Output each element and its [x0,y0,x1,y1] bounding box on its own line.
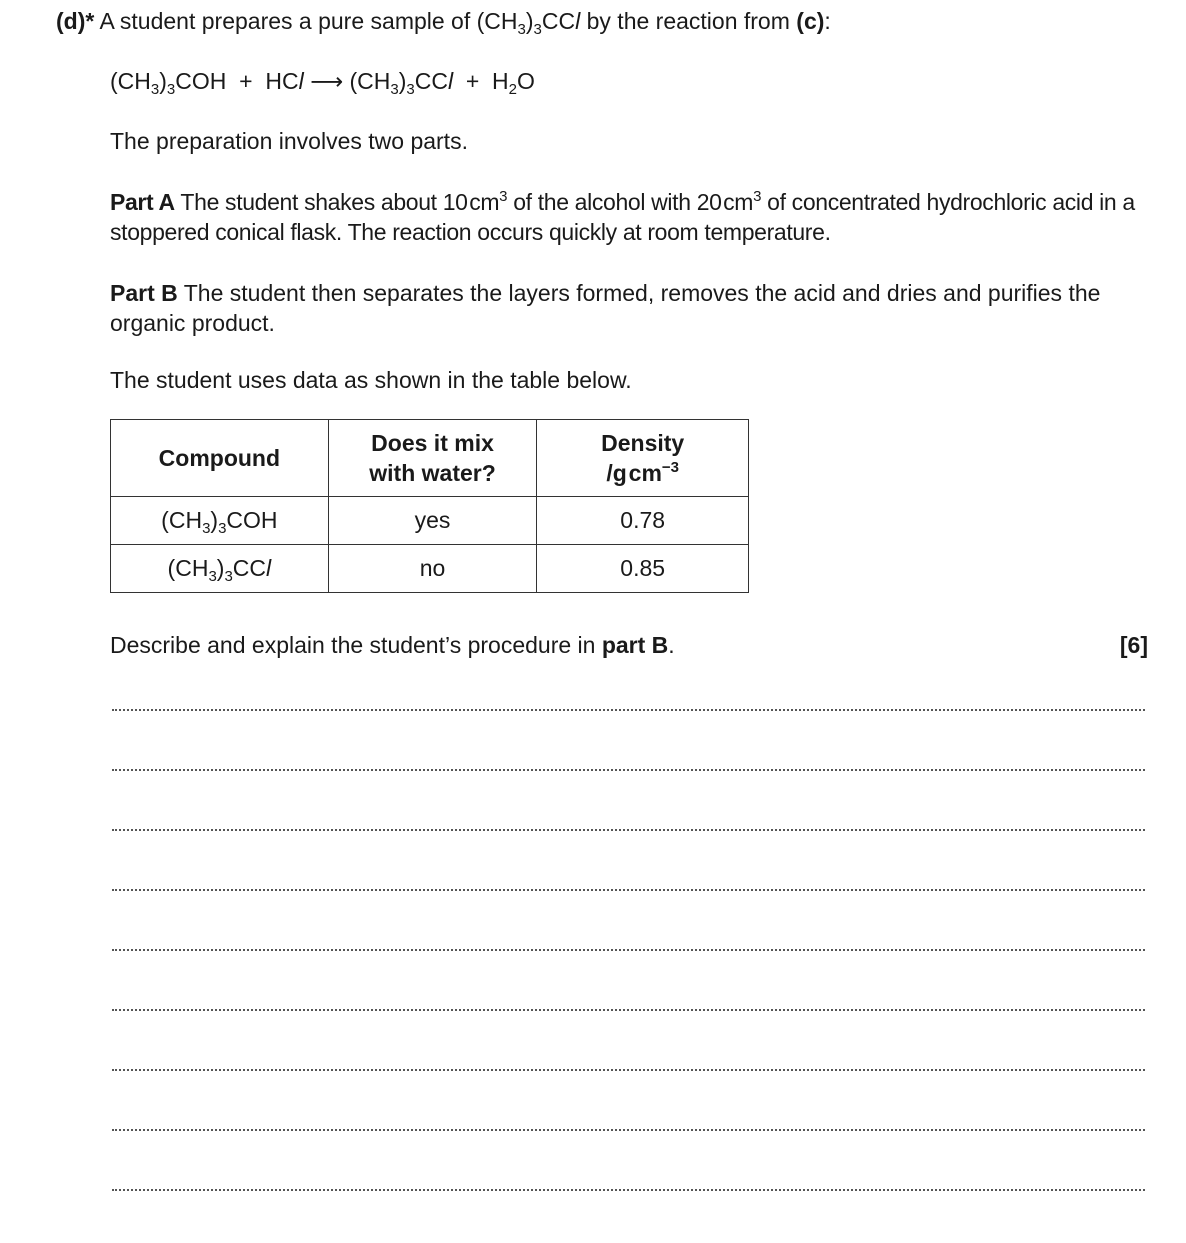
answer-line[interactable] [112,709,1145,711]
header-density: Density /g $cm^{-3}$ [537,420,749,497]
preparation-intro: The preparation involves two parts. [110,128,468,154]
task-prompt: Describe and explain the student’s procedure in part B. [110,632,675,658]
answer-line[interactable] [112,769,1145,771]
mix-cell: yes [328,497,537,545]
header-mix-with-water: Does it mix with water? [328,420,537,497]
question-label: (d)* [56,8,95,34]
density-cell: 0.85 [537,545,749,593]
task-bold: part B [601,632,669,658]
table-row [111,497,749,545]
compound-cell: $(CH_3)_3COH$ [111,497,329,545]
reaction-equation: $(CH_3)_3COH$ + HCl ⟶ $(CH_3)_3CCl + H_2O$ [110,68,535,98]
answer-line[interactable] [112,1129,1145,1131]
compound-cell: $(CH_3)_3CCl$ [111,545,329,593]
answer-line[interactable] [112,1069,1145,1071]
header-compound: Compound [111,420,329,497]
answer-line[interactable] [112,949,1145,951]
answer-line[interactable] [112,889,1145,891]
part-b-label: Part B [110,280,178,306]
part-b-text: The student then separates the layers formed, removes the acid and dries and purifies the organic product. [110,280,1101,336]
mix-cell: no [328,545,537,593]
marks-badge: [6] [1119,632,1148,658]
table-row [111,545,749,593]
data-table [110,419,749,593]
answer-line[interactable] [112,829,1145,831]
question-stem: (d)* A student prepares a pure sample of $(CH_3)_3CCl$ by the reaction from (c): [56,8,831,38]
part-a-paragraph [110,187,1155,247]
table-intro: The student uses data as shown in the table below. [110,367,632,393]
answer-line[interactable] [112,1189,1145,1191]
answer-line[interactable] [112,1009,1145,1011]
density-cell: 0.78 [537,497,749,545]
part-b-paragraph [110,278,1155,338]
stem-text: A student prepares a pure sample of $(CH_3)_3CCl$ by the reaction from [99,8,790,38]
question-ref: (c) [796,8,825,34]
part-a-label: Part A [110,189,175,215]
part-a-text: The student shakes about 10 $cm^3$ of the alcohol with 20 $cm^3$ of concentrated hydrochloric acid in a stoppered conical flask. The reaction occurs quickly at room temperature. [110,188,1135,245]
table-header-row [111,420,749,497]
